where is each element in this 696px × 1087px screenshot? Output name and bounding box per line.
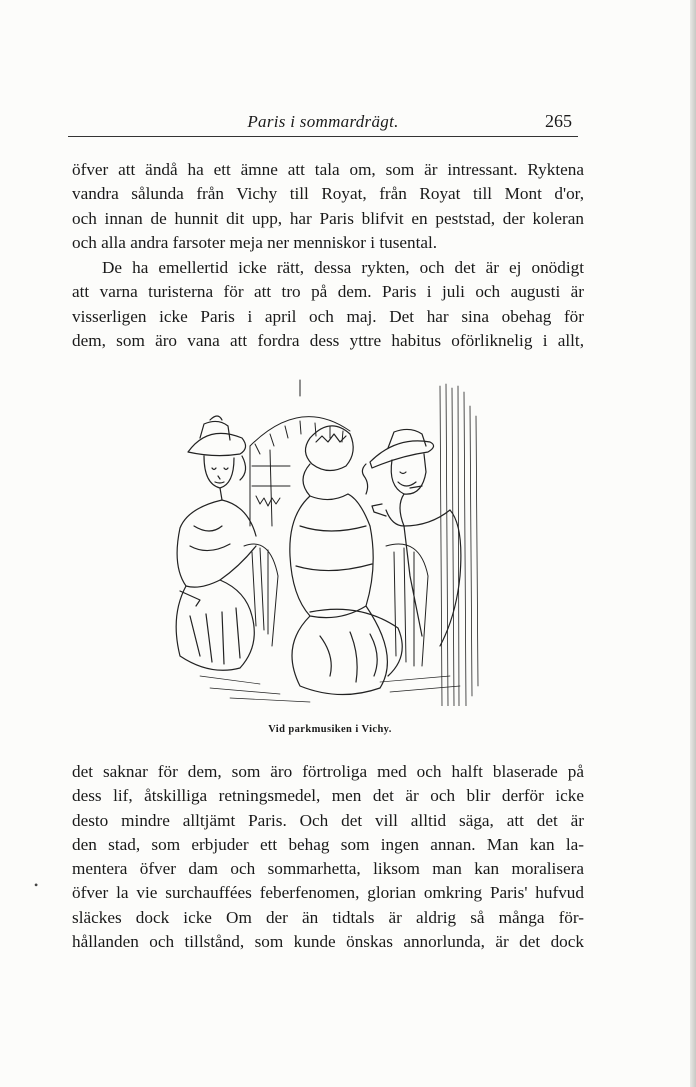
page-number: 265 [545, 111, 572, 131]
text-line: släckes dock icke Om der än tidtals är aldrig så många för- [72, 907, 584, 927]
margin-speck: • [34, 878, 39, 892]
paragraph-2 [72, 256, 584, 353]
page-edge-shadow [690, 0, 696, 1087]
chairs [244, 544, 428, 666]
park-music-illustration [160, 376, 500, 706]
woman-left [176, 416, 256, 670]
text-line: vandra sålunda från Vichy till Royat, från Royat till Mont d'or, [72, 184, 584, 204]
text-line: att varna turisterna för att tro på dem. Paris i juli och augusti är [72, 282, 584, 302]
bandstand [250, 380, 350, 526]
illustration-caption: Vid parkmusiken i Vichy. [268, 724, 392, 735]
text-line: öfver la vie surchauffées feberfenomen, glorian omkring Paris' hufvud [72, 883, 584, 903]
text-line: dess lif, åtskilliga retningsmedel, men det är och blir derför icke [72, 786, 584, 806]
text-line: det saknar för dem, som äro förtroliga med och halft blaserade på [72, 762, 584, 781]
paragraph-3 [72, 760, 584, 954]
text-line: den stad, som erbjuder ett behag som ingen annan. Man kan la- [72, 834, 584, 854]
text-line: mentera öfver dam och sommarhetta, liksom man kan moralisera [72, 859, 584, 879]
running-title: Paris i sommardrägt. [247, 112, 399, 131]
paragraph-1 [72, 158, 584, 255]
text-line: visserligen icke Paris i april och maj. Det har sina obehag för [72, 306, 584, 326]
text-line: och alla andra farsoter meja ner menniskor i tusental. [72, 232, 438, 252]
running-header [68, 112, 578, 137]
text-line: desto mindre alltjämt Paris. Och det vill alltid säga, att det är [72, 810, 584, 830]
text-line: och innan de hunnit dit upp, har Paris blifvit en peststad, der koleran [72, 208, 584, 228]
ground-shading [200, 676, 460, 702]
text-line: dem, som äro vana att fordra dess yttre habitus oförliknelig i allt, [72, 330, 584, 350]
text-line: De ha emellertid icke rätt, dessa rykten, och det är ej onödigt [102, 258, 584, 277]
text-line: öfver att ändå ha ett ämne att tala om, som är intressant. Ryktena [72, 160, 584, 179]
woman-middle [290, 426, 402, 695]
text-line: hållanden och tillstånd, som kunde önskas annorlunda, är det dock [72, 932, 584, 952]
background-hatching [440, 384, 478, 706]
